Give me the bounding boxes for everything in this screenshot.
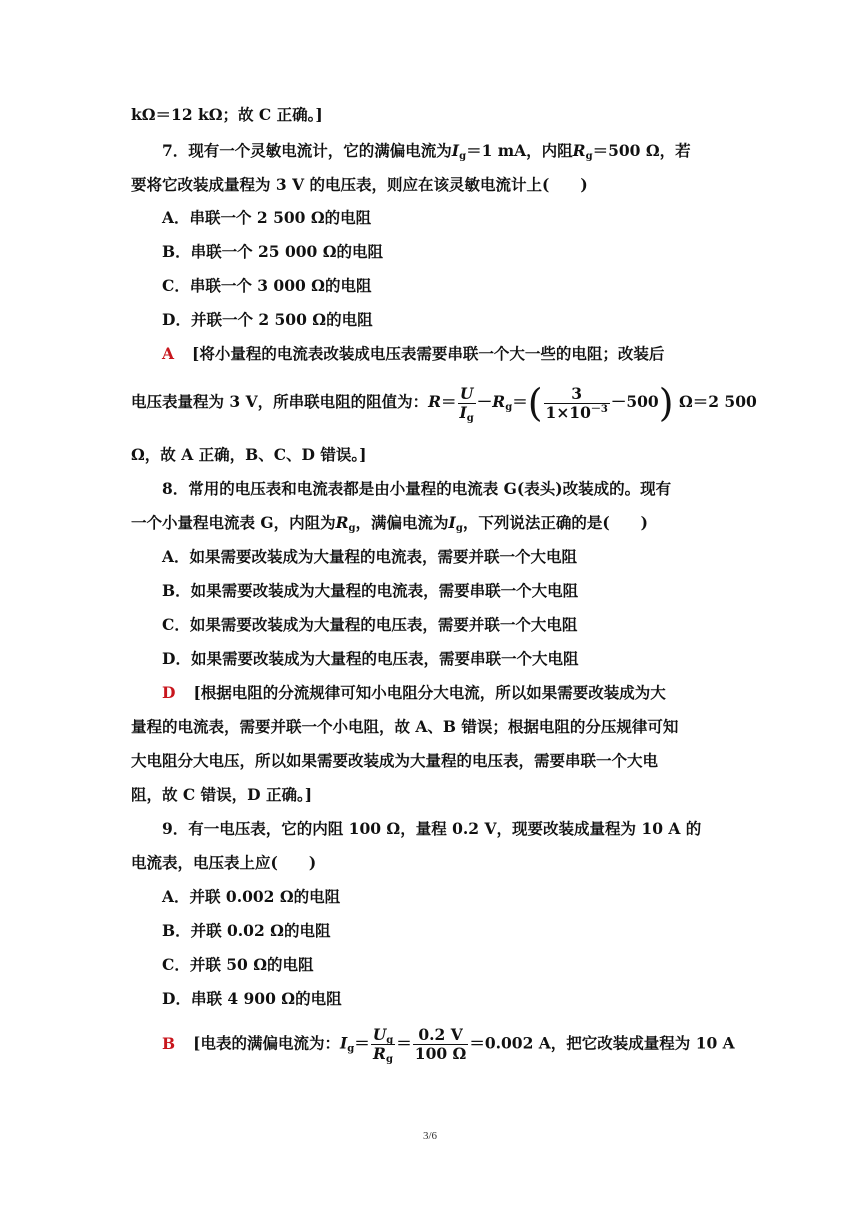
question-7-explanation: A [将小量程的电流表改装成电压表需要串联一个大一些的电阻；改装后 — [162, 344, 665, 363]
question-7-option-a: A．串联一个 2 500 Ω的电阻 — [162, 208, 372, 227]
question-7-stem: 7．现有一个灵敏电流计，它的满偏电流为$I_g=1$ mA，内阻$R_g=500$ Ω，若 — [162, 141, 691, 162]
question-7-stem-cont: 要将它改装成量程为 3 V 的电压表，则应在该灵敏电流计上( ) — [131, 175, 588, 194]
question-9-option-a: A．并联 0.002 Ω的电阻 — [162, 887, 341, 906]
question-9-explanation: B [电表的满偏电流为：$I_g=$ $\frac{U_g}{R_g}$ ＝ $\frac{0.2 V}{100 \Omega}$ ＝0.002 A，把它改装成量程为 10 A — [162, 1025, 735, 1065]
question-8-stem-cont: 一个小量程电流表 G，内阻为$R_g$，满偏电流为$I_g$，下列说法正确的是( ) — [131, 513, 648, 534]
question-7-option-c: C．串联一个 3 000 Ω的电阻 — [162, 276, 372, 295]
text-line: Ω，故 A 正确，B、C、D 错误。] — [131, 445, 367, 464]
text-line: 阻，故 C 错误，D 正确。] — [131, 785, 313, 804]
fraction: $\frac{3}{1\times 10^{-3}}$ — [545, 383, 608, 422]
text-line: kΩ＝12 kΩ；故 C 正确。] — [131, 105, 323, 124]
question-8-option-a: A．如果需要改装成为大量程的电流表，需要并联一个大电阻 — [162, 547, 578, 566]
question-8-option-b: B．如果需要改装成为大量程的电流表，需要串联一个大电阻 — [162, 581, 579, 600]
question-7-option-d: D．并联一个 2 500 Ω的电阻 — [162, 310, 373, 329]
question-8-option-c: C．如果需要改装成为大量程的电压表，需要并联一个大电阻 — [162, 615, 578, 634]
text-line: 量程的电流表，需要并联一个小电阻，故 A、B 错误；根据电阻的分压规律可知 — [131, 717, 679, 736]
question-9-option-c: C．并联 50 Ω的电阻 — [162, 955, 314, 974]
text-line: 大电阻分大电压，所以如果需要改装成为大量程的电压表，需要串联一个大电 — [131, 751, 659, 770]
fraction: $\frac{0.2 V}{100 \Omega}$ — [414, 1025, 467, 1063]
fraction: $\frac{U}{I_g}$ — [459, 383, 474, 424]
question-8-option-d: D．如果需要改装成为大量程的电压表，需要串联一个大电阻 — [162, 649, 579, 668]
answer-label: B — [162, 1033, 176, 1053]
question-8-stem: 8．常用的电压表和电流表都是由小量程的电流表 G(表头)改装成的。现有 — [162, 479, 672, 498]
answer-label: D — [162, 683, 176, 702]
question-7-formula-line: 电压表量程为 3 V，所串联电阻的阻值为：R＝ $\frac{U}{I_g}$ $-R_g=$( $\frac{3}{1\times 10^{-3}}$ －500) Ω＝2 500 — [131, 381, 757, 425]
fraction: $\frac{U_g}{R_g}$ — [372, 1025, 394, 1065]
answer-label: A — [162, 344, 175, 363]
question-8-explanation: D [根据电阻的分流规律可知小电阻分大电流，所以如果需要改装成为大 — [162, 683, 666, 702]
question-9-stem-cont: 电流表，电压表上应( ) — [131, 853, 317, 872]
question-9-stem: 9．有一电压表，它的内阻 100 Ω，量程 0.2 V，现要改装成量程为 10 A 的 — [162, 819, 702, 838]
question-9-option-b: B．并联 0.02 Ω的电阻 — [162, 921, 331, 940]
question-9-option-d: D．串联 4 900 Ω的电阻 — [162, 989, 342, 1008]
page-number: 3/6 — [422, 1130, 438, 1142]
question-7-option-b: B．串联一个 25 000 Ω的电阻 — [162, 242, 384, 261]
